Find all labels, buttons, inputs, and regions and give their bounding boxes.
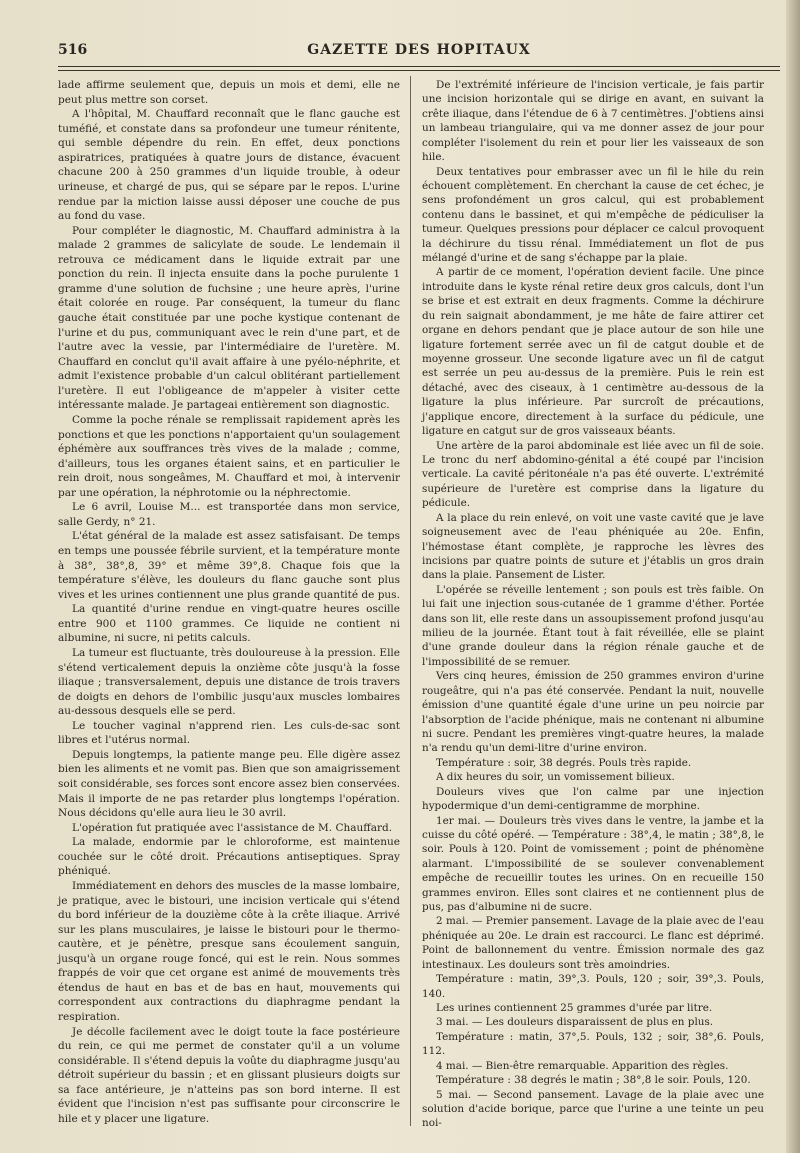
paragraph: La quantité d'urine rendue en vingt-quatre heures oscille entre 900 et 1100 grammes. Ce liquide ne contient ni albumine, ni sucre, ni petits calculs. [58, 603, 400, 645]
paragraph: 3 mai. — Les douleurs disparaissent de plus en plus. [436, 1016, 714, 1029]
paragraph: L'opérée se réveille lentement ; son pouls est très faible. On lui fait une injection sous-cutanée de 1 gramme d'éther. Portée dans son lit, elle reste dans un assoupissement profond jusqu'au milieu de la journée. Étant tout à fait réveillée, elle se plaint d'une grande douleur dans la région rénale gauche et de l'impossibilité de se remuer. [422, 583, 764, 668]
paragraph: Immédiatement en dehors des muscles de la masse lombaire, je pratique, avec le bistouri, une incision verticale qui s'étend du bord inférieur de la douzième côte à la crête iliaque. Arrivé sur les plans musculaires, je laisse le bistouri pour le thermo-cautère, et je pénètre, presque sans écoulement sanguin, jusqu'à un organe rouge foncé, qui est le rein. Nous sommes frappés de voir que cet organe est animé de mouvements très étendus de haut en bas et de bas en haut, mouvements qui correspondent aux contractions du diaphragme pendant la respiration. [58, 879, 400, 1023]
right-column [422, 78, 764, 1131]
paragraph: Vers cinq heures, émission de 250 grammes environ d'urine rougeâtre, qui n'a pas été conservée. Pendant la nuit, nouvelle émission d'une quantité égale d'une urine un peu noircie par l'absorption de l'acide phénique, mais ne contenant ni albumine ni sucre. Pendant les premières vingt-quatre heures, la malade n'a rendu qu'un demi-litre d'urine environ. [422, 670, 764, 755]
header-rule-thick [58, 66, 780, 67]
page-edge-shadow [786, 0, 800, 1153]
paragraph: Température : 38 degrés le matin ; 38°,8 le soir. Pouls, 120. [436, 1074, 751, 1087]
paragraph: 1er mai. — Douleurs très vives dans le ventre, la jambe et la cuisse du côté opéré. — Température : 38°,4, le matin ; 38°,8, le soir. Pouls à 120. Point de vomissement ; point de phénomène alarmant. L'impossibilité de se soulever convenablement empêche de recueillir toutes les urines. On en recueille 150 grammes environ. Elles sont claires et ne contiennent plus de pus, pas d'albumine ni de sucre. [422, 814, 764, 914]
paragraph: A partir de ce moment, l'opération devient facile. Une pince introduite dans le kyste rénal retire deux gros calculs, dont l'un se brise et est extrait en deux fragments. Comme la déchirure du rein saignait abondamment, je me hâte de faire attirer cet organe en dehors pendant que je place autour de son hile une ligature fortement serrée avec un fil de catgut double et de moyenne grosseur. Une seconde ligature avec un fil de catgut est serrée un peu au-dessus de la première. Puis le rein est détaché, avec des ciseaux, à 1 centimètre au-dessous de la ligature la plus inférieure. Par surcroît de précautions, j'applique encore, directement à la surface du pédicule, une ligature en catgut sur de gros vaisseaux béants. [422, 266, 764, 438]
paragraph: A la place du rein enlevé, on voit une vaste cavité que je lave soigneusement avec de l'eau phéniquée au 20e. Enfin, l'hémostase étant complète, je rapproche les lèvres des incisions par quatre points de suture et j'établis un gros drain dans la plaie. Pansement de Lister. [422, 511, 764, 582]
paragraph: Deux tentatives pour embrasser avec un fil le hile du rein échouent complètement. En cherchant la cause de cet échec, je sens profondément un gros calcul, qui est probablement contenu dans le bassinet, et qui m'empêche de pédiculiser la tumeur. Quelques pressions pour déplacer ce calcul provoquent la déchirure du tissu rénal. Immédiatement un flot de pus mélangé d'urine et de sang s'échappe par la plaie. [422, 165, 764, 265]
page-header [58, 42, 780, 62]
paragraph: A l'hôpital, M. Chauffard reconnaît que le flanc gauche est tuméfié, et constate dans sa profondeur une tumeur rénitente, qui semble dépendre du rein. En effet, deux ponctions aspiratrices, pratiquées à quatre jours de distance, évacuent chacune 200 à 250 grammes d'un liquide trouble, à odeur urineuse, et chargé de pus, qui se sépare par le repos. L'urine rendue par la miction laisse aussi déposer une couche de pus au fond du vase. [58, 108, 400, 223]
left-column [58, 78, 400, 1127]
paragraph: Depuis longtemps, la patiente mange peu. Elle digère assez bien les aliments et ne vomit pas. Bien que son amaigrissement soit considérable, ses forces sont encore assez bien conservées. Mais il importe de ne pas retarder plus longtemps l'opération. Nous décidons qu'elle aura lieu le 30 avril. [58, 748, 400, 820]
paragraph: Comme la poche rénale se remplissait rapidement après les ponctions et que les ponctions n'apportaient qu'un soulagement éphémère aux souffrances très vives de la malade ; comme, d'ailleurs, tous les organes étaient sains, et en particulier le rein droit, nous songeâmes, M. Chauffard et moi, à intervenir par une opération, la néphrotomie ou la néphrectomie. [58, 413, 400, 499]
page-number: 516 [58, 42, 88, 58]
paragraph: Température : matin, 39°,3. Pouls, 120 ; soir, 39°,3. Pouls, 140. [422, 973, 764, 1000]
paragraph: Température : soir, 38 degrés. Pouls très rapide. [436, 756, 692, 769]
paragraph: Douleurs vives que l'on calme par une injection hypodermique d'un demi-centigramme de morphine. [422, 785, 764, 813]
paragraph: De l'extrémité inférieure de l'incision verticale, je fais partir une incision horizontale qui se dirige en avant, en suivant la crête iliaque, dans l'étendue de 6 à 7 centimètres. J'obtiens ainsi un lambeau triangulaire, qui va me donner assez de jour pour compléter l'isolement du rein et pour lier les vaisseaux de son hile. [422, 79, 764, 164]
paragraph: L'état général de la malade est assez satisfaisant. De temps en temps une poussée fébrile survient, et la température monte à 38°, 38°,8, 39° et même 39°,8. Chaque fois que la température s'élève, les douleurs du flanc gauche sont plus vives et les urines contiennent une plus grande quantité de pus. [58, 530, 400, 601]
paragraph: Je décolle facilement avec le doigt toute la face postérieure du rein, ce qui me permet de constater qu'il a un volume considérable. Il s'étend depuis la voûte du diaphragme jusqu'au détroit supérieur du bassin ; et en glissant plusieurs doigts sur sa face antérieure, je n'atteins pas son bord interne. Il est évident que l'incision n'est pas suffisante pour circonscrire le hile et y placer une ligature. [58, 1025, 400, 1125]
paragraph: La malade, endormie par le chloroforme, est maintenue couchée sur le côté droit. Précautions antiseptiques. Spray phéniqué. [58, 836, 400, 878]
paragraph: Une artère de la paroi abdominale est liée avec un fil de soie. Le tronc du nerf abdomino-génital a été coupé par l'incision verticale. La cavité péritonéale n'a pas été ouverte. L'extrémité supérieure de l'uretère est comprise dans la ligature du pédicule. [422, 439, 764, 510]
paragraph: 4 mai. — Bien-être remarquable. Apparition des règles. [436, 1059, 729, 1072]
journal-title: GAZETTE DES HOPITAUX [307, 42, 531, 58]
paragraph: lade affirme seulement que, depuis un mois et demi, elle ne peut plus mettre son corset. [58, 79, 400, 106]
header-rule-thin [58, 70, 780, 71]
paragraph: Pour compléter le diagnostic, M. Chauffard administra à la malade 2 grammes de salicylate de soude. Le lendemain il retrouva ce médicament dans le liquide extrait par une ponction du rein. Il injecta ensuite dans la poche purulente 1 gramme d'une solution de fuchsine ; une heure après, l'urine était colorée en rouge. Par conséquent, la tumeur du flanc gauche était constituée par une poche kystique contenant de l'urine et du pus, communiquant avec le rein d'une part, et de l'autre avec la vessie, par l'intermédiaire de l'uretère. M. Chauffard en conclut qu'il avait affaire à une pyélo-néphrite, et admit l'existence probable d'un calcul oblitérant partiellement l'uretère. Il eut l'obligeance de m'appeler à visiter cette intéressante malade. Je partageai entièrement son diagnostic. [58, 224, 400, 412]
paragraph: 2 mai. — Premier pansement. Lavage de la plaie avec de l'eau phéniquée au 20e. Le drain est raccourci. Le flanc est déprimé. Point de ballonnement du ventre. Émission normale des gaz intestinaux. Les douleurs sont très amoindries. [422, 915, 764, 971]
paragraph: Le 6 avril, Louise M... est transportée dans mon service, salle Gerdy, n° 21. [58, 501, 400, 528]
paragraph: Les urines contiennent 25 grammes d'urée par litre. [436, 1002, 713, 1014]
paragraph: 5 mai. — Second pansement. Lavage de la plaie avec une solution d'acide borique, parce que l'urine a une teinte un peu noi- [422, 1088, 764, 1130]
paragraph: Le toucher vaginal n'apprend rien. Les culs-de-sac sont libres et l'utérus normal. [58, 719, 400, 747]
paragraph: L'opération fut pratiquée avec l'assistance de M. Chauffard. [72, 821, 393, 834]
paragraph: Température : matin, 37°,5. Pouls, 132 ; soir, 38°,6. Pouls, 112. [422, 1030, 764, 1058]
column-divider [410, 76, 411, 1126]
paragraph: A dix heures du soir, un vomissement bilieux. [436, 771, 675, 784]
paragraph: La tumeur est fluctuante, très douloureuse à la pression. Elle s'étend verticalement depuis la onzième côte jusqu'à la fosse iliaque ; transversalement, depuis une distance de trois travers de doigts en dehors de l'ombilic jusqu'aux muscles lombaires au-dessous desquels elle se perd. [58, 646, 400, 718]
